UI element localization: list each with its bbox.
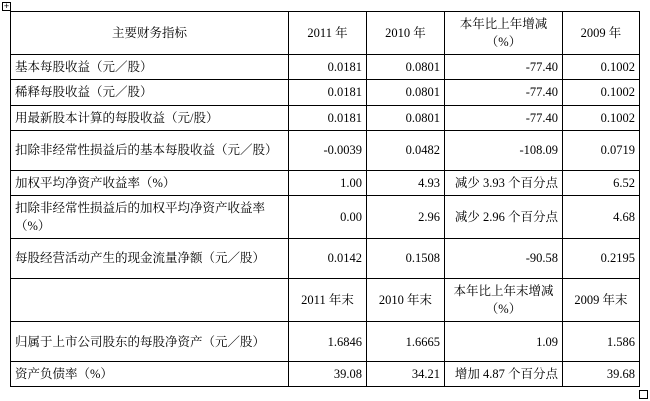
table-row bbox=[11, 362, 640, 387]
row-value-2011: -0.0039 bbox=[289, 130, 367, 170]
table-row bbox=[11, 105, 640, 130]
row-label: 归属于上市公司股东的每股净资产（元／股） bbox=[11, 322, 289, 362]
row-value-2009: 0.1002 bbox=[563, 55, 640, 80]
subheader-cell-2011: 2011 年末 bbox=[289, 279, 367, 322]
table-row bbox=[11, 130, 640, 170]
row-label: 资产负债率（%） bbox=[11, 362, 289, 387]
row-value-change: -90.58 bbox=[445, 239, 563, 279]
row-value-2011: 0.0181 bbox=[289, 55, 367, 80]
row-label: 每股经营活动产生的现金流量净额（元／股） bbox=[11, 239, 289, 279]
row-value-2010: 0.0482 bbox=[367, 130, 445, 170]
row-value-2011: 0.00 bbox=[289, 195, 367, 238]
row-value-2010: 0.0801 bbox=[367, 55, 445, 80]
subheader-cell-2009: 2009 年末 bbox=[563, 279, 640, 322]
table-row bbox=[11, 80, 640, 105]
table-row bbox=[11, 322, 640, 362]
row-label: 扣除非经常性损益后的加权平均净资产收益率（%） bbox=[11, 195, 289, 238]
subheader-cell-2010: 2010 年末 bbox=[367, 279, 445, 322]
row-value-2009: 0.1002 bbox=[563, 105, 640, 130]
page-corner-mark-top-left bbox=[2, 2, 11, 11]
header-cell-2009: 2009 年 bbox=[563, 12, 640, 55]
row-label: 用最新股本计算的每股收益（元/股） bbox=[11, 105, 289, 130]
row-value-2009: 6.52 bbox=[563, 170, 640, 195]
row-value-2010: 4.93 bbox=[367, 170, 445, 195]
row-value-change: -108.09 bbox=[445, 130, 563, 170]
row-value-change: 1.09 bbox=[445, 322, 563, 362]
row-value-change: 增加 4.87 个百分点 bbox=[445, 362, 563, 387]
page-corner-mark-bottom-right bbox=[639, 390, 648, 399]
row-value-2009: 4.68 bbox=[563, 195, 640, 238]
row-value-change: 减少 2.96 个百分点 bbox=[445, 195, 563, 238]
row-value-change: -77.40 bbox=[445, 55, 563, 80]
row-value-2011: 39.08 bbox=[289, 362, 367, 387]
row-value-2010: 34.21 bbox=[367, 362, 445, 387]
row-value-2011: 0.0181 bbox=[289, 105, 367, 130]
row-value-2009: 0.2195 bbox=[563, 239, 640, 279]
header-cell-2010: 2010 年 bbox=[367, 12, 445, 55]
row-label: 基本每股收益（元／股） bbox=[11, 55, 289, 80]
row-value-2009: 0.0719 bbox=[563, 130, 640, 170]
header-cell-2011: 2011 年 bbox=[289, 12, 367, 55]
row-label: 扣除非经常性损益后的基本每股收益（元／股） bbox=[11, 130, 289, 170]
row-value-change: -77.40 bbox=[445, 105, 563, 130]
row-value-change: -77.40 bbox=[445, 80, 563, 105]
subheader-cell-label bbox=[11, 279, 289, 322]
row-value-2010: 0.0801 bbox=[367, 80, 445, 105]
header-cell-label: 主要财务指标 bbox=[11, 12, 289, 55]
table-row bbox=[11, 195, 640, 238]
row-value-change: 减少 3.93 个百分点 bbox=[445, 170, 563, 195]
table-row bbox=[11, 170, 640, 195]
row-label: 加权平均净资产收益率（%） bbox=[11, 170, 289, 195]
table-row bbox=[11, 239, 640, 279]
row-value-2009: 0.1002 bbox=[563, 80, 640, 105]
financial-indicators-table bbox=[10, 11, 640, 387]
row-value-2010: 1.6665 bbox=[367, 322, 445, 362]
row-value-2011: 0.0142 bbox=[289, 239, 367, 279]
row-value-2011: 0.0181 bbox=[289, 80, 367, 105]
row-value-2009: 1.586 bbox=[563, 322, 640, 362]
row-value-2010: 0.1508 bbox=[367, 239, 445, 279]
subheader-cell-change: 本年比上年末增减（%） bbox=[445, 279, 563, 322]
table-header-row bbox=[11, 12, 640, 55]
row-value-2011: 1.00 bbox=[289, 170, 367, 195]
row-value-2009: 39.68 bbox=[563, 362, 640, 387]
row-label: 稀释每股收益（元／股） bbox=[11, 80, 289, 105]
header-cell-change: 本年比上年增减（%） bbox=[445, 12, 563, 55]
row-value-2011: 1.6846 bbox=[289, 322, 367, 362]
table-row bbox=[11, 55, 640, 80]
table-subheader-row bbox=[11, 279, 640, 322]
row-value-2010: 0.0801 bbox=[367, 105, 445, 130]
row-value-2010: 2.96 bbox=[367, 195, 445, 238]
